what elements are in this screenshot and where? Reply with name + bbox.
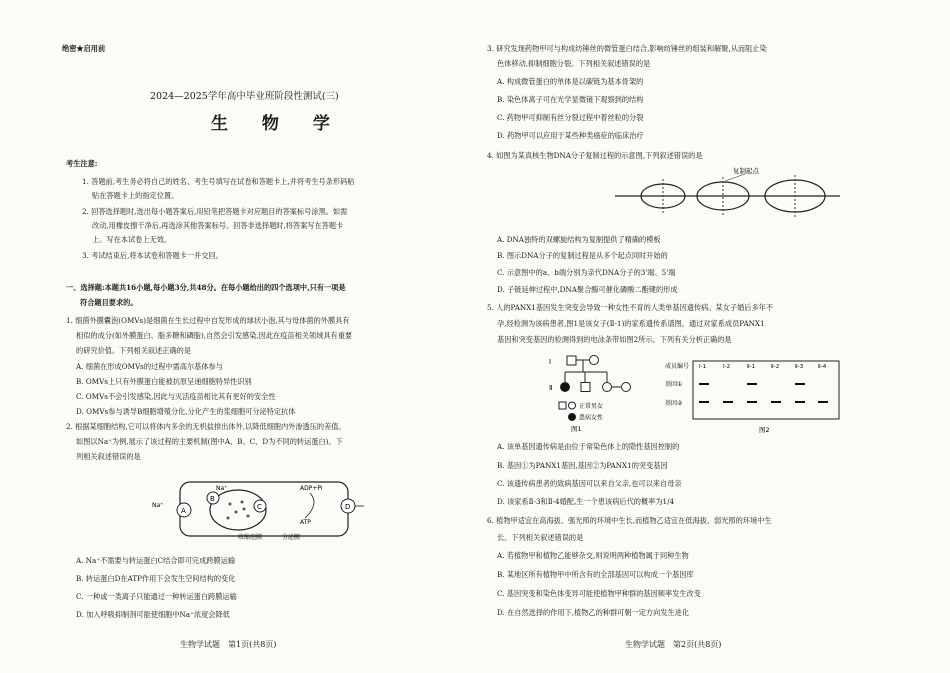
exam-title: 2024—2025学年高中毕业班阶段性测试(三) bbox=[150, 91, 339, 102]
q2-figure bbox=[150, 476, 365, 542]
q2-stem: 2. 根据某细胞结构,它可以将体内多余的无机盐排出体外,以降低细胞内外渗透压的差值。 bbox=[66, 422, 346, 431]
q5-stem: 孕,经检测为该病患者,图1是该女子(Ⅱ-1)的家系遗传系谱图。通过对家系成员PANX1 bbox=[497, 319, 765, 328]
q5-pedigree bbox=[545, 352, 655, 434]
q4-option-c: C. 示意图中的a、b端分别为亲代DNA分子的3'端、5'端 bbox=[497, 268, 676, 277]
pedigree-female bbox=[603, 383, 612, 392]
legend-normal: 正常男女 bbox=[579, 403, 604, 410]
gene2-label: 基因② bbox=[665, 400, 683, 407]
notes-heading: 考生注意: bbox=[66, 159, 98, 168]
ion-label-inside: Na⁺ bbox=[216, 485, 228, 492]
section-heading-cont: 符合题目要求的。 bbox=[80, 298, 138, 307]
pedigree-male bbox=[581, 383, 590, 392]
q5-stem: 5. 人的PANX1基因发生突变会导致一种女性不育的人类单基因遗传病。某女子婚后多年不 bbox=[487, 303, 774, 312]
member-label: Ⅱ-1 bbox=[747, 364, 756, 370]
caption-vacuole: 收缩泡膜 bbox=[238, 534, 263, 541]
legend-affected: 患病女性 bbox=[579, 414, 604, 422]
q6-stem: 长。下列相关叙述错误的是 bbox=[497, 533, 584, 542]
q6-option-a: A. 若植物甲和植物乙能够杂交,则说明两种植物属于同种生物 bbox=[497, 551, 689, 560]
q4-dna-figure bbox=[615, 165, 840, 227]
label-d: D bbox=[345, 503, 351, 511]
q3-stem: 色体移动,抑制细胞分裂。下列相关叙述错误的是 bbox=[497, 59, 651, 68]
note-line: 上。写在本试卷上无效。 bbox=[92, 235, 172, 244]
label-c: C bbox=[257, 503, 262, 511]
label-b: B bbox=[210, 495, 215, 503]
q4-option-b: B. 图示DNA分子的复制过程是从多个起点同时开始的 bbox=[497, 251, 668, 260]
member-label: Ⅱ-2 bbox=[771, 364, 780, 370]
note-line: 贴在答题卡上的指定位置。 bbox=[92, 191, 179, 200]
legend-affected-symbol bbox=[569, 414, 576, 421]
origin-label: 复制起点 bbox=[733, 167, 759, 175]
adp-label: ADP+Pi bbox=[300, 485, 323, 492]
label-a: A bbox=[181, 507, 186, 515]
caption-membrane: 分泌膜 bbox=[282, 534, 301, 541]
subject-title: 生 物 学 bbox=[211, 114, 344, 134]
note-line: 1. 答题前,考生务必将自己的姓名、考生号填写在试卷和答题卡上,并将考生号条形码粘 bbox=[82, 177, 355, 186]
q2-option-b: B. 转运蛋白D在ATP作用下会发生空间结构的变化 bbox=[76, 574, 236, 583]
q6-option-d: D. 在自然选择的作用下,植物乙的种群可朝一定方向发生进化 bbox=[497, 608, 690, 617]
pedigree-female bbox=[590, 356, 599, 365]
note-line: 2. 回答选择题时,选出每小题答案后,用铅笔把答题卡对应题目的答案标号涂黑。如需 bbox=[82, 207, 348, 216]
q1-option-d: D. OMVs参与诱导B细胞增殖分化,分化产生的浆细胞可分泌特定抗体 bbox=[76, 407, 296, 416]
pedigree-male bbox=[567, 356, 576, 365]
q3-option-a: A. 构成微管蛋白的单体是以碳链为基本骨架的 bbox=[497, 77, 644, 86]
right-page bbox=[475, 0, 950, 673]
q5-electrophoresis bbox=[663, 358, 843, 436]
q2-option-c: C. 一种或一类离子只能通过一种转运蛋白跨膜运输 bbox=[76, 592, 237, 601]
gen-2-label: Ⅱ bbox=[549, 384, 553, 392]
q4-option-d: D. 子链延伸过程中,DNA聚合酶可催化磷酸二酯键的形成 bbox=[497, 285, 678, 294]
q5-stem: 基因和突变基因的检测得到的电泳条带如图2所示。下列有关分析正确的是 bbox=[497, 335, 732, 344]
q1-stem: 1. 细菌外膜囊泡(OMVs)是细菌在生长过程中自发形成的球状小泡,其与母体菌的外膜具有 bbox=[66, 316, 350, 325]
q3-option-b: B. 染色体离子可在光学显微镜下观察到的结构 bbox=[497, 95, 644, 104]
secret-label: 绝密★启用前 bbox=[62, 44, 106, 53]
q4-stem: 4. 如图为某真核生物DNA分子复制过程的示意图,下列叙述错误的是 bbox=[487, 151, 703, 160]
q2-option-d: D. 加入呼吸抑制剂可能使细胞中Na⁺浓度会降低 bbox=[76, 610, 230, 619]
atp-label: ATP bbox=[300, 519, 311, 526]
q4-option-a: A. DNA独特的双螺旋结构为复制提供了精确的模板 bbox=[497, 235, 661, 244]
q1-stem: 相似的成分(如外膜蛋白、脂多糖和磷脂),自然会引发感染,因此在疫苗相关领域具有重要 bbox=[76, 331, 353, 340]
gene1-label: 基因① bbox=[665, 381, 683, 388]
member-label: Ⅱ-4 bbox=[818, 364, 827, 370]
note-line: 改动,用橡皮擦干净后,再选涂其他答案标号。回答非选择题时,将答案写在答题卡 bbox=[92, 221, 344, 230]
figure2-caption: 图2 bbox=[759, 426, 770, 434]
q6-stem: 6. 植物甲适宜在高海拔、强光照的环境中生长,而植物乙适宜在低海拔、弱光照的环境中生 bbox=[487, 516, 772, 525]
q3-option-d: D. 药物甲可以应用于某些种类癌症的临床治疗 bbox=[497, 131, 644, 140]
legend-normal-symbol bbox=[559, 402, 566, 409]
pedigree-affected-female bbox=[561, 383, 570, 392]
member-label: Ⅱ-3 bbox=[795, 364, 804, 370]
q6-option-c: C. 基因突变和染色体变异可能使植物甲种群的基因频率发生改变 bbox=[497, 589, 701, 598]
q1-option-a: A. 细菌在形成OMVs的过程中需高尔基体参与 bbox=[76, 362, 223, 371]
member-label: Ⅰ-2 bbox=[723, 364, 731, 370]
pedigree-female bbox=[622, 383, 631, 392]
q1-option-b: B. OMVs上只有外膜蛋白能被抗原呈递细胞特异性识别 bbox=[76, 377, 252, 386]
section-heading: 一、选择题:本题共16小题,每小题3分,共48分。在每小题给出的四个选项中,只有一项是 bbox=[66, 283, 346, 292]
q2-option-a: A. Na⁺不需要与转运蛋白C结合即可完成跨膜运输 bbox=[76, 556, 236, 565]
q6-option-b: B. 某地区所有植物甲中所含有的全部基因可以构成一个基因库 bbox=[497, 570, 694, 579]
q2-stem: 如图以Na⁺为例,展示了该过程的主要机制(图中A、B、C、D为不同的转运蛋白)。下 bbox=[76, 437, 343, 446]
q3-stem: 3. 研究发现药物甲可与构成纺锤丝的微管蛋白结合,影响纺锤丝的组装和解聚,从而阻止染 bbox=[487, 44, 767, 53]
gen-1-label: Ⅰ bbox=[549, 358, 552, 366]
footer-right: 生物学试题 第2页(共8页) bbox=[625, 640, 722, 649]
q5-option-d: D. 该家系Ⅱ-3和Ⅱ-4婚配,生一个患该病后代的概率为1/4 bbox=[497, 497, 675, 506]
footer-left: 生物学试题 第1页(共8页) bbox=[180, 640, 277, 649]
figure1-caption: 图1 bbox=[571, 425, 582, 433]
q2-stem: 列相关叙述错误的是 bbox=[76, 452, 141, 461]
members-label: 成员编号 bbox=[665, 363, 690, 370]
note-line: 3. 考试结束后,将本试卷和答题卡一并交回。 bbox=[82, 251, 223, 260]
q5-option-a: A. 该单基因遗传病是由位于常染色体上的隐性基因控制的 bbox=[497, 442, 680, 451]
q1-option-c: C. OMVs不会引发感染,因此与灭活疫苗相比其有更好的安全性 bbox=[76, 392, 276, 401]
q3-option-c: C. 药物甲可抑制有丝分裂过程中着丝粒的分裂 bbox=[497, 113, 644, 122]
member-label: Ⅰ-1 bbox=[699, 364, 707, 370]
q5-option-c: C. 该遗传病患者的致病基因可以来自父亲,也可以来自母亲 bbox=[497, 479, 682, 488]
q5-option-b: B. 基因①为PANX1基因,基因②为PANX1的突变基因 bbox=[497, 461, 668, 470]
ion-label-outside: Na⁺ bbox=[152, 502, 164, 509]
q1-stem: 的研究价值。下列相关叙述正确的是 bbox=[76, 346, 192, 355]
